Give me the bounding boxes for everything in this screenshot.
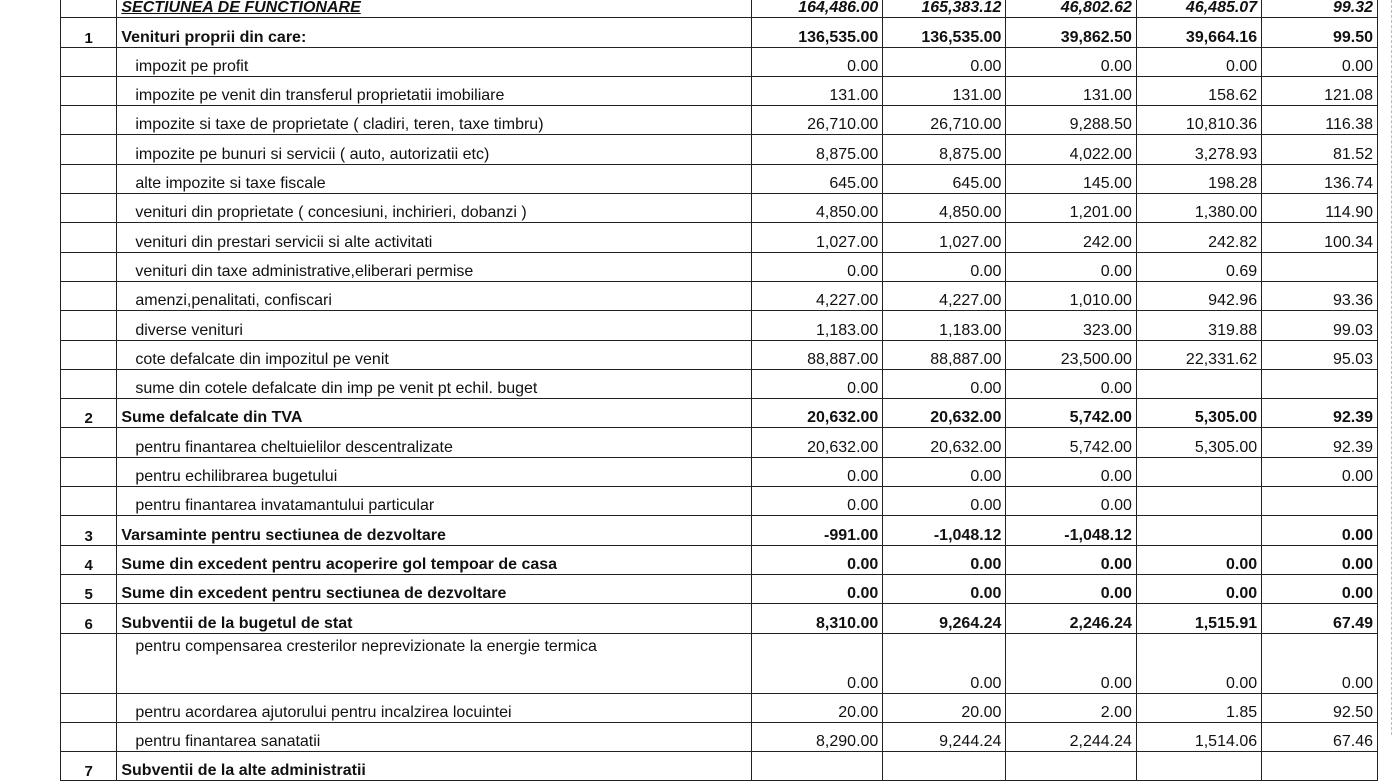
row-index [61, 457, 117, 486]
row-label: pentru finantarea cheltuielilor descentralizate [117, 428, 751, 457]
table-row [61, 76, 1378, 105]
value-col-5: 99.03 [1262, 311, 1378, 340]
value-col-4: 10,810.36 [1136, 106, 1261, 135]
row-label: Sume din excedent pentru acoperire gol tempoar de casa [117, 545, 751, 574]
row-label: impozit pe profit [117, 47, 751, 76]
value-col-1: 26,710.00 [751, 106, 882, 135]
value-col-3: 2,246.24 [1006, 604, 1136, 633]
value-col-5: 99.32 [1262, 0, 1378, 18]
value-col-1: 0.00 [751, 545, 882, 574]
row-index [61, 633, 117, 693]
value-col-3: 0.00 [1006, 633, 1136, 693]
value-col-1: 20,632.00 [751, 428, 882, 457]
table-row [61, 487, 1378, 516]
row-label: pentru compensarea cresterilor neprevizionate la energie termica [117, 633, 751, 693]
table-row [61, 633, 1378, 693]
value-col-4: 5,305.00 [1136, 428, 1261, 457]
value-col-5: 0.00 [1262, 457, 1378, 486]
value-col-4: 1,380.00 [1136, 194, 1261, 223]
value-col-2: 1,183.00 [883, 311, 1006, 340]
value-col-2: 645.00 [883, 164, 1006, 193]
row-label: cote defalcate din impozitul pe venit [117, 340, 751, 369]
value-col-5: 0.00 [1262, 516, 1378, 545]
row-label: venituri din proprietate ( concesiuni, inchirieri, dobanzi ) [117, 194, 751, 223]
value-col-5: 116.38 [1262, 106, 1378, 135]
value-col-3: 0.00 [1006, 574, 1136, 603]
table-row [61, 545, 1378, 574]
row-index [61, 487, 117, 516]
value-col-4: 1.85 [1136, 693, 1261, 722]
value-col-4: 0.69 [1136, 252, 1261, 281]
row-index [61, 722, 117, 751]
row-label: Varsaminte pentru sectiunea de dezvoltare [117, 516, 751, 545]
value-col-2: 131.00 [883, 76, 1006, 105]
value-col-2: -1,048.12 [883, 516, 1006, 545]
value-col-4: 319.88 [1136, 311, 1261, 340]
value-col-5: 99.50 [1262, 18, 1378, 47]
table-row [61, 0, 1378, 18]
value-col-1: 4,227.00 [751, 281, 882, 310]
value-col-5: 136.74 [1262, 164, 1378, 193]
value-col-5: 95.03 [1262, 340, 1378, 369]
value-col-4 [1136, 457, 1261, 486]
table-row [61, 428, 1378, 457]
value-col-3: 0.00 [1006, 545, 1136, 574]
value-col-4: 0.00 [1136, 545, 1261, 574]
value-col-2: 0.00 [883, 47, 1006, 76]
row-index [61, 76, 117, 105]
value-col-4: 0.00 [1136, 633, 1261, 693]
value-col-3: -1,048.12 [1006, 516, 1136, 545]
row-index [61, 428, 117, 457]
row-label: diverse venituri [117, 311, 751, 340]
value-col-5: 67.49 [1262, 604, 1378, 633]
value-col-4: 5,305.00 [1136, 399, 1261, 428]
value-col-5: 67.46 [1262, 722, 1378, 751]
table-row [61, 194, 1378, 223]
row-index [61, 164, 117, 193]
row-label: pentru finantarea invatamantului particular [117, 487, 751, 516]
row-label: Subventii de la alte administratii [117, 752, 751, 781]
value-col-4: 158.62 [1136, 76, 1261, 105]
row-index [61, 0, 117, 18]
value-col-1: 0.00 [751, 457, 882, 486]
value-col-3: 23,500.00 [1006, 340, 1136, 369]
table-row [61, 252, 1378, 281]
table-row [61, 693, 1378, 722]
value-col-5: 81.52 [1262, 135, 1378, 164]
value-col-1: 1,027.00 [751, 223, 882, 252]
row-index: 5 [61, 574, 117, 603]
row-index [61, 693, 117, 722]
value-col-2: 0.00 [883, 633, 1006, 693]
value-col-4: 242.82 [1136, 223, 1261, 252]
value-col-2: 20,632.00 [883, 399, 1006, 428]
value-col-3: 323.00 [1006, 311, 1136, 340]
value-col-4: 0.00 [1136, 574, 1261, 603]
value-col-5 [1262, 752, 1378, 781]
row-index: 6 [61, 604, 117, 633]
value-col-2: 0.00 [883, 545, 1006, 574]
value-col-2: 0.00 [883, 574, 1006, 603]
row-index [61, 252, 117, 281]
value-col-3: 1,010.00 [1006, 281, 1136, 310]
row-index [61, 281, 117, 310]
value-col-3: 5,742.00 [1006, 428, 1136, 457]
value-col-1: 1,183.00 [751, 311, 882, 340]
value-col-2: 4,850.00 [883, 194, 1006, 223]
value-col-2: 8,875.00 [883, 135, 1006, 164]
value-col-3: 0.00 [1006, 252, 1136, 281]
table-row [61, 399, 1378, 428]
value-col-1: 0.00 [751, 633, 882, 693]
value-col-2: 0.00 [883, 252, 1006, 281]
table-row [61, 311, 1378, 340]
row-label: venituri din taxe administrative,eliberari permise [117, 252, 751, 281]
table-row [61, 340, 1378, 369]
value-col-1: 4,850.00 [751, 194, 882, 223]
value-col-3: 145.00 [1006, 164, 1136, 193]
value-col-5 [1262, 487, 1378, 516]
value-col-5: 114.90 [1262, 194, 1378, 223]
row-label: alte impozite si taxe fiscale [117, 164, 751, 193]
value-col-1 [751, 752, 882, 781]
value-col-3: 131.00 [1006, 76, 1136, 105]
value-col-3: 1,201.00 [1006, 194, 1136, 223]
value-col-4: 942.96 [1136, 281, 1261, 310]
value-col-1: 8,290.00 [751, 722, 882, 751]
value-col-5: 93.36 [1262, 281, 1378, 310]
value-col-4: 0.00 [1136, 47, 1261, 76]
value-col-2: 26,710.00 [883, 106, 1006, 135]
row-index: 4 [61, 545, 117, 574]
row-label: sume din cotele defalcate din imp pe venit pt echil. buget [117, 369, 751, 398]
value-col-4: 1,515.91 [1136, 604, 1261, 633]
value-col-4: 3,278.93 [1136, 135, 1261, 164]
row-label: Subventii de la bugetul de stat [117, 604, 751, 633]
value-col-5: 92.39 [1262, 428, 1378, 457]
table-row [61, 135, 1378, 164]
value-col-2: 20.00 [883, 693, 1006, 722]
table-row [61, 47, 1378, 76]
value-col-2: 4,227.00 [883, 281, 1006, 310]
value-col-5: 0.00 [1262, 574, 1378, 603]
value-col-1: 0.00 [751, 369, 882, 398]
value-col-2: 0.00 [883, 457, 1006, 486]
row-index [61, 106, 117, 135]
table-row [61, 722, 1378, 751]
value-col-3: 2.00 [1006, 693, 1136, 722]
value-col-2: 0.00 [883, 487, 1006, 516]
value-col-3: 2,244.24 [1006, 722, 1136, 751]
value-col-1: 20.00 [751, 693, 882, 722]
budget-table-body [61, 0, 1378, 781]
value-col-2: 9,244.24 [883, 722, 1006, 751]
table-row [61, 223, 1378, 252]
value-col-1: 164,486.00 [751, 0, 882, 18]
value-col-2 [883, 752, 1006, 781]
table-row [61, 281, 1378, 310]
row-label: pentru acordarea ajutorului pentru incalzirea locuintei [117, 693, 751, 722]
value-col-1: -991.00 [751, 516, 882, 545]
table-row [61, 106, 1378, 135]
value-col-3: 4,022.00 [1006, 135, 1136, 164]
row-index: 2 [61, 399, 117, 428]
value-col-1: 0.00 [751, 252, 882, 281]
row-index [61, 135, 117, 164]
value-col-2: 20,632.00 [883, 428, 1006, 457]
table-row [61, 369, 1378, 398]
row-index: 7 [61, 752, 117, 781]
table-row [61, 604, 1378, 633]
row-label: impozite si taxe de proprietate ( cladiri, teren, taxe timbru) [117, 106, 751, 135]
table-row [61, 457, 1378, 486]
row-index [61, 194, 117, 223]
row-label: SECTIUNEA DE FUNCTIONARE [117, 0, 751, 18]
value-col-1: 0.00 [751, 47, 882, 76]
value-col-5: 121.08 [1262, 76, 1378, 105]
table-row [61, 574, 1378, 603]
value-col-3: 39,862.50 [1006, 18, 1136, 47]
table-row [61, 164, 1378, 193]
value-col-1: 0.00 [751, 574, 882, 603]
table-row [61, 18, 1378, 47]
row-index [61, 369, 117, 398]
value-col-5: 100.34 [1262, 223, 1378, 252]
value-col-3: 0.00 [1006, 487, 1136, 516]
value-col-4 [1136, 752, 1261, 781]
value-col-4: 1,514.06 [1136, 722, 1261, 751]
value-col-3 [1006, 752, 1136, 781]
value-col-3: 242.00 [1006, 223, 1136, 252]
budget-table [60, 0, 1378, 781]
row-label: pentru echilibrarea bugetului [117, 457, 751, 486]
row-label: Sume din excedent pentru sectiunea de dezvoltare [117, 574, 751, 603]
table-row [61, 516, 1378, 545]
value-col-4: 46,485.07 [1136, 0, 1261, 18]
value-col-4: 39,664.16 [1136, 18, 1261, 47]
value-col-5 [1262, 252, 1378, 281]
row-index [61, 311, 117, 340]
value-col-2: 136,535.00 [883, 18, 1006, 47]
value-col-5: 92.50 [1262, 693, 1378, 722]
value-col-5: 0.00 [1262, 47, 1378, 76]
value-col-4: 198.28 [1136, 164, 1261, 193]
value-col-3: 46,802.62 [1006, 0, 1136, 18]
value-col-2: 1,027.00 [883, 223, 1006, 252]
row-label: impozite pe venit din transferul proprietatii imobiliare [117, 76, 751, 105]
value-col-1: 8,875.00 [751, 135, 882, 164]
page-edge [1391, 0, 1400, 735]
value-col-1: 131.00 [751, 76, 882, 105]
value-col-5 [1262, 369, 1378, 398]
row-label: Venituri proprii din care: [117, 18, 751, 47]
row-label: pentru finantarea sanatatii [117, 722, 751, 751]
row-index [61, 340, 117, 369]
row-label: impozite pe bunuri si servicii ( auto, autorizatii etc) [117, 135, 751, 164]
row-label: venituri din prestari servicii si alte activitati [117, 223, 751, 252]
table-row [61, 752, 1378, 781]
value-col-1: 8,310.00 [751, 604, 882, 633]
value-col-3: 5,742.00 [1006, 399, 1136, 428]
row-index [61, 47, 117, 76]
value-col-4 [1136, 516, 1261, 545]
row-label: amenzi,penalitati, confiscari [117, 281, 751, 310]
value-col-4 [1136, 487, 1261, 516]
value-col-2: 9,264.24 [883, 604, 1006, 633]
value-col-5: 0.00 [1262, 545, 1378, 574]
value-col-3: 9,288.50 [1006, 106, 1136, 135]
value-col-5: 92.39 [1262, 399, 1378, 428]
value-col-1: 20,632.00 [751, 399, 882, 428]
value-col-4: 22,331.62 [1136, 340, 1261, 369]
value-col-1: 136,535.00 [751, 18, 882, 47]
value-col-4 [1136, 369, 1261, 398]
value-col-3: 0.00 [1006, 457, 1136, 486]
row-label: Sume defalcate din TVA [117, 399, 751, 428]
value-col-2: 88,887.00 [883, 340, 1006, 369]
value-col-1: 88,887.00 [751, 340, 882, 369]
row-index: 3 [61, 516, 117, 545]
row-index [61, 223, 117, 252]
value-col-3: 0.00 [1006, 369, 1136, 398]
row-index: 1 [61, 18, 117, 47]
value-col-3: 0.00 [1006, 47, 1136, 76]
value-col-5: 0.00 [1262, 633, 1378, 693]
value-col-2: 165,383.12 [883, 0, 1006, 18]
value-col-1: 0.00 [751, 487, 882, 516]
value-col-1: 645.00 [751, 164, 882, 193]
value-col-2: 0.00 [883, 369, 1006, 398]
